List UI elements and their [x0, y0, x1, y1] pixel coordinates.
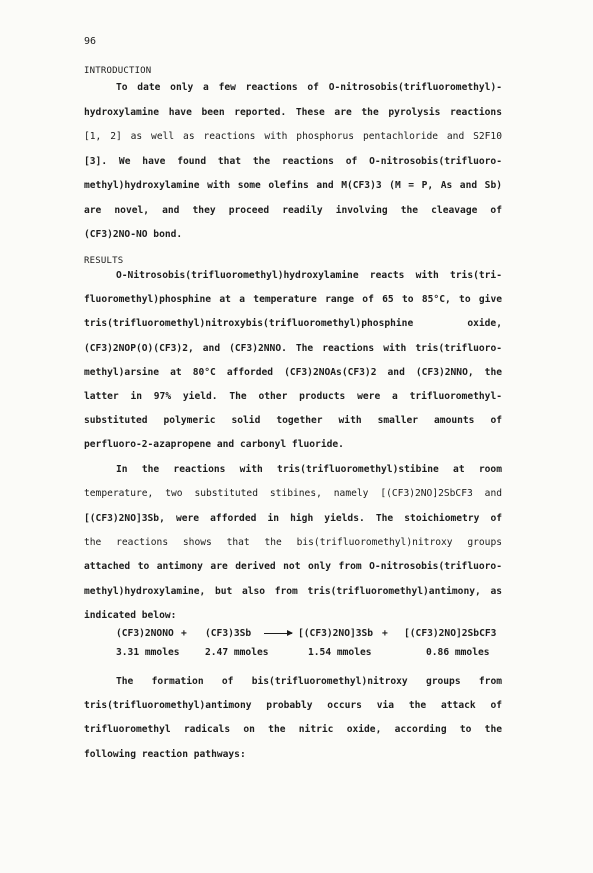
text-line: fluoromethyl)phosphine at a temperature range of 65 to 85°C, to give: [84, 294, 502, 306]
text-line: [3]. We have found that the reactions of O-nitrosobis(trifluoro-: [84, 155, 502, 167]
text-line: methyl)hydroxylamine, but also from tris(trifluoromethyl)antimony, as: [84, 585, 502, 597]
text-line: attached to antimony are derived not only from O-nitrosobis(trifluoro-: [84, 561, 502, 573]
text-line: are novel, and they proceed readily involving the cleavage of: [84, 204, 502, 216]
text-line: [1, 2] as well as reactions with phosphorus pentachloride and S2F10: [84, 131, 502, 142]
eq-amount-2: 2.47 mmoles: [205, 647, 269, 658]
eq-amount-4: 0.86 mmoles: [426, 647, 490, 658]
text-line: The formation of bis(trifluoromethyl)nitroxy groups from: [116, 676, 502, 687]
text-line: hydroxylamine have been reported. These are the pyrolysis reactions: [84, 106, 502, 118]
page-number: 96: [84, 36, 97, 47]
text-line: O-Nitrosobis(trifluoromethyl)hydroxylamine reacts with tris(tri-: [116, 270, 502, 281]
text-line: temperature, two substituted stibines, namely [(CF3)2NO]2SbCF3 and: [84, 488, 502, 500]
text-line: tris(trifluoromethyl)antimony probably occurs via the attack of: [84, 700, 502, 712]
text-line: (CF3)2NO-NO bond.: [84, 229, 183, 240]
eq-reactant-2: (CF3)3Sb: [205, 628, 252, 639]
eq-product-2: [(CF3)2NO]2SbCF3: [404, 628, 497, 639]
text-line: substituted polymeric solid together with smaller amounts of: [84, 415, 502, 427]
text-line: methyl)arsine at 80°C afforded (CF3)2NOAs(CF3)2 and (CF3)2NNO, the: [84, 366, 502, 378]
text-line: trifluoromethyl radicals on the nitric oxide, according to the: [84, 724, 502, 736]
eq-amount-1: 3.31 mmoles: [116, 647, 180, 658]
text-line: the reactions shows that the bis(trifluoromethyl)nitroxy groups: [84, 536, 502, 548]
eq-reactant-1: (CF3)2NONO: [116, 628, 174, 639]
eq-plus-1: +: [181, 628, 187, 639]
results-heading: RESULTS: [84, 256, 124, 266]
text-line: latter in 97% yield. The other products were a trifluoromethyl-: [84, 391, 502, 402]
eq-product-1: [(CF3)2NO]3Sb: [298, 628, 374, 639]
reaction-arrow-icon: [262, 628, 294, 639]
text-line: To date only a few reactions of O-nitrosobis(trifluoromethyl)-: [116, 82, 502, 93]
eq-plus-2: +: [382, 628, 388, 639]
eq-amount-3: 1.54 mmoles: [308, 647, 372, 658]
text-line: In the reactions with tris(trifluoromethyl)stibine at room: [116, 464, 502, 475]
text-line: perfluoro-2-azapropene and carbonyl fluoride.: [84, 439, 344, 451]
text-line: following reaction pathways:: [84, 748, 246, 760]
text-line: methyl)hydroxylamine with some olefins and M(CF3)3 (M = P, As and Sb): [84, 180, 502, 191]
introduction-heading: INTRODUCTION: [84, 66, 152, 76]
text-line: tris(trifluoromethyl)nitroxybis(trifluoromethyl)phosphine oxide,: [84, 318, 502, 330]
text-line: [(CF3)2NO]3Sb, were afforded in high yields. The stoichiometry of: [84, 512, 502, 524]
text-line: (CF3)2NOP(O)(CF3)2, and (CF3)2NNO. The reactions with tris(trifluoro-: [84, 342, 502, 354]
text-line: indicated below:: [84, 609, 177, 621]
